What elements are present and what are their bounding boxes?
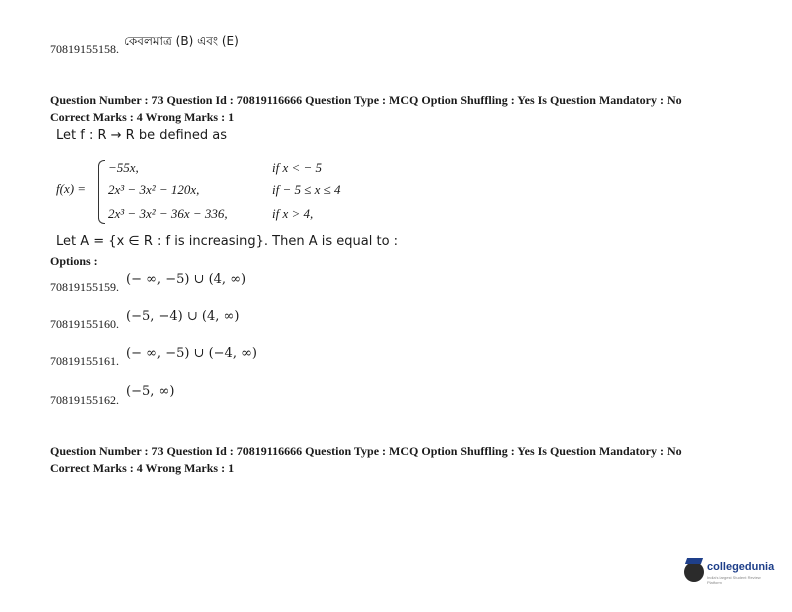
collegedunia-logo (684, 558, 775, 588)
cap-shape (685, 558, 703, 564)
case-1-cond: if x < − 5 (272, 160, 323, 175)
case-3-cond: if x > 4, (272, 206, 314, 221)
piecewise-brace (98, 160, 105, 224)
function-label: f(x) = (56, 181, 87, 196)
option-4-id: 70819155162. (50, 393, 119, 407)
question-header-line1: Question Number : 73 Question Id : 70819116666 Question Type : MCQ Option Shuffling : Yes Is Question Mandatory : No (50, 93, 682, 107)
case-2-expr: 2x³ − 3x² − 120x, (108, 182, 200, 197)
case-3-expr: 2x³ − 3x² − 36x − 336, (108, 206, 228, 221)
option-4-text[interactable]: (−5, ∞) (126, 384, 175, 399)
option-1-id: 70819155159. (50, 280, 119, 294)
question-header-line2: Correct Marks : 4 Wrong Marks : 1 (50, 110, 235, 124)
option-2-id: 70819155160. (50, 317, 119, 331)
option-2-text[interactable]: (−5, −4) ∪ (4, ∞) (126, 309, 240, 324)
question-text: Let A = {x ∈ R : f is increasing}. Then A is equal to : (56, 234, 399, 249)
option-1-text[interactable]: (− ∞, −5) ∪ (4, ∞) (126, 272, 247, 287)
option-3-text[interactable]: (− ∞, −5) ∪ (−4, ∞) (126, 346, 257, 361)
prev-option-text: কেবলমাত্র (B) এবং (E) (124, 34, 239, 48)
graduate-cap-icon (684, 562, 704, 582)
question-header2-line2: Correct Marks : 4 Wrong Marks : 1 (50, 461, 235, 475)
case-1-expr: −55x, (108, 160, 139, 175)
option-3-id: 70819155161. (50, 354, 119, 368)
case-2-cond: if − 5 ≤ x ≤ 4 (272, 182, 341, 197)
logo-tagline: India's largest Student Review Platform (707, 575, 761, 585)
logo-name: collegedunia (707, 561, 775, 573)
prev-option-id: 70819155158. (50, 42, 119, 56)
options-label: Options : (50, 254, 98, 268)
question-intro: Let f : R → R be defined as (56, 128, 227, 143)
question-header2-line1: Question Number : 73 Question Id : 70819116666 Question Type : MCQ Option Shuffling : Yes Is Question Mandatory : No (50, 444, 682, 458)
